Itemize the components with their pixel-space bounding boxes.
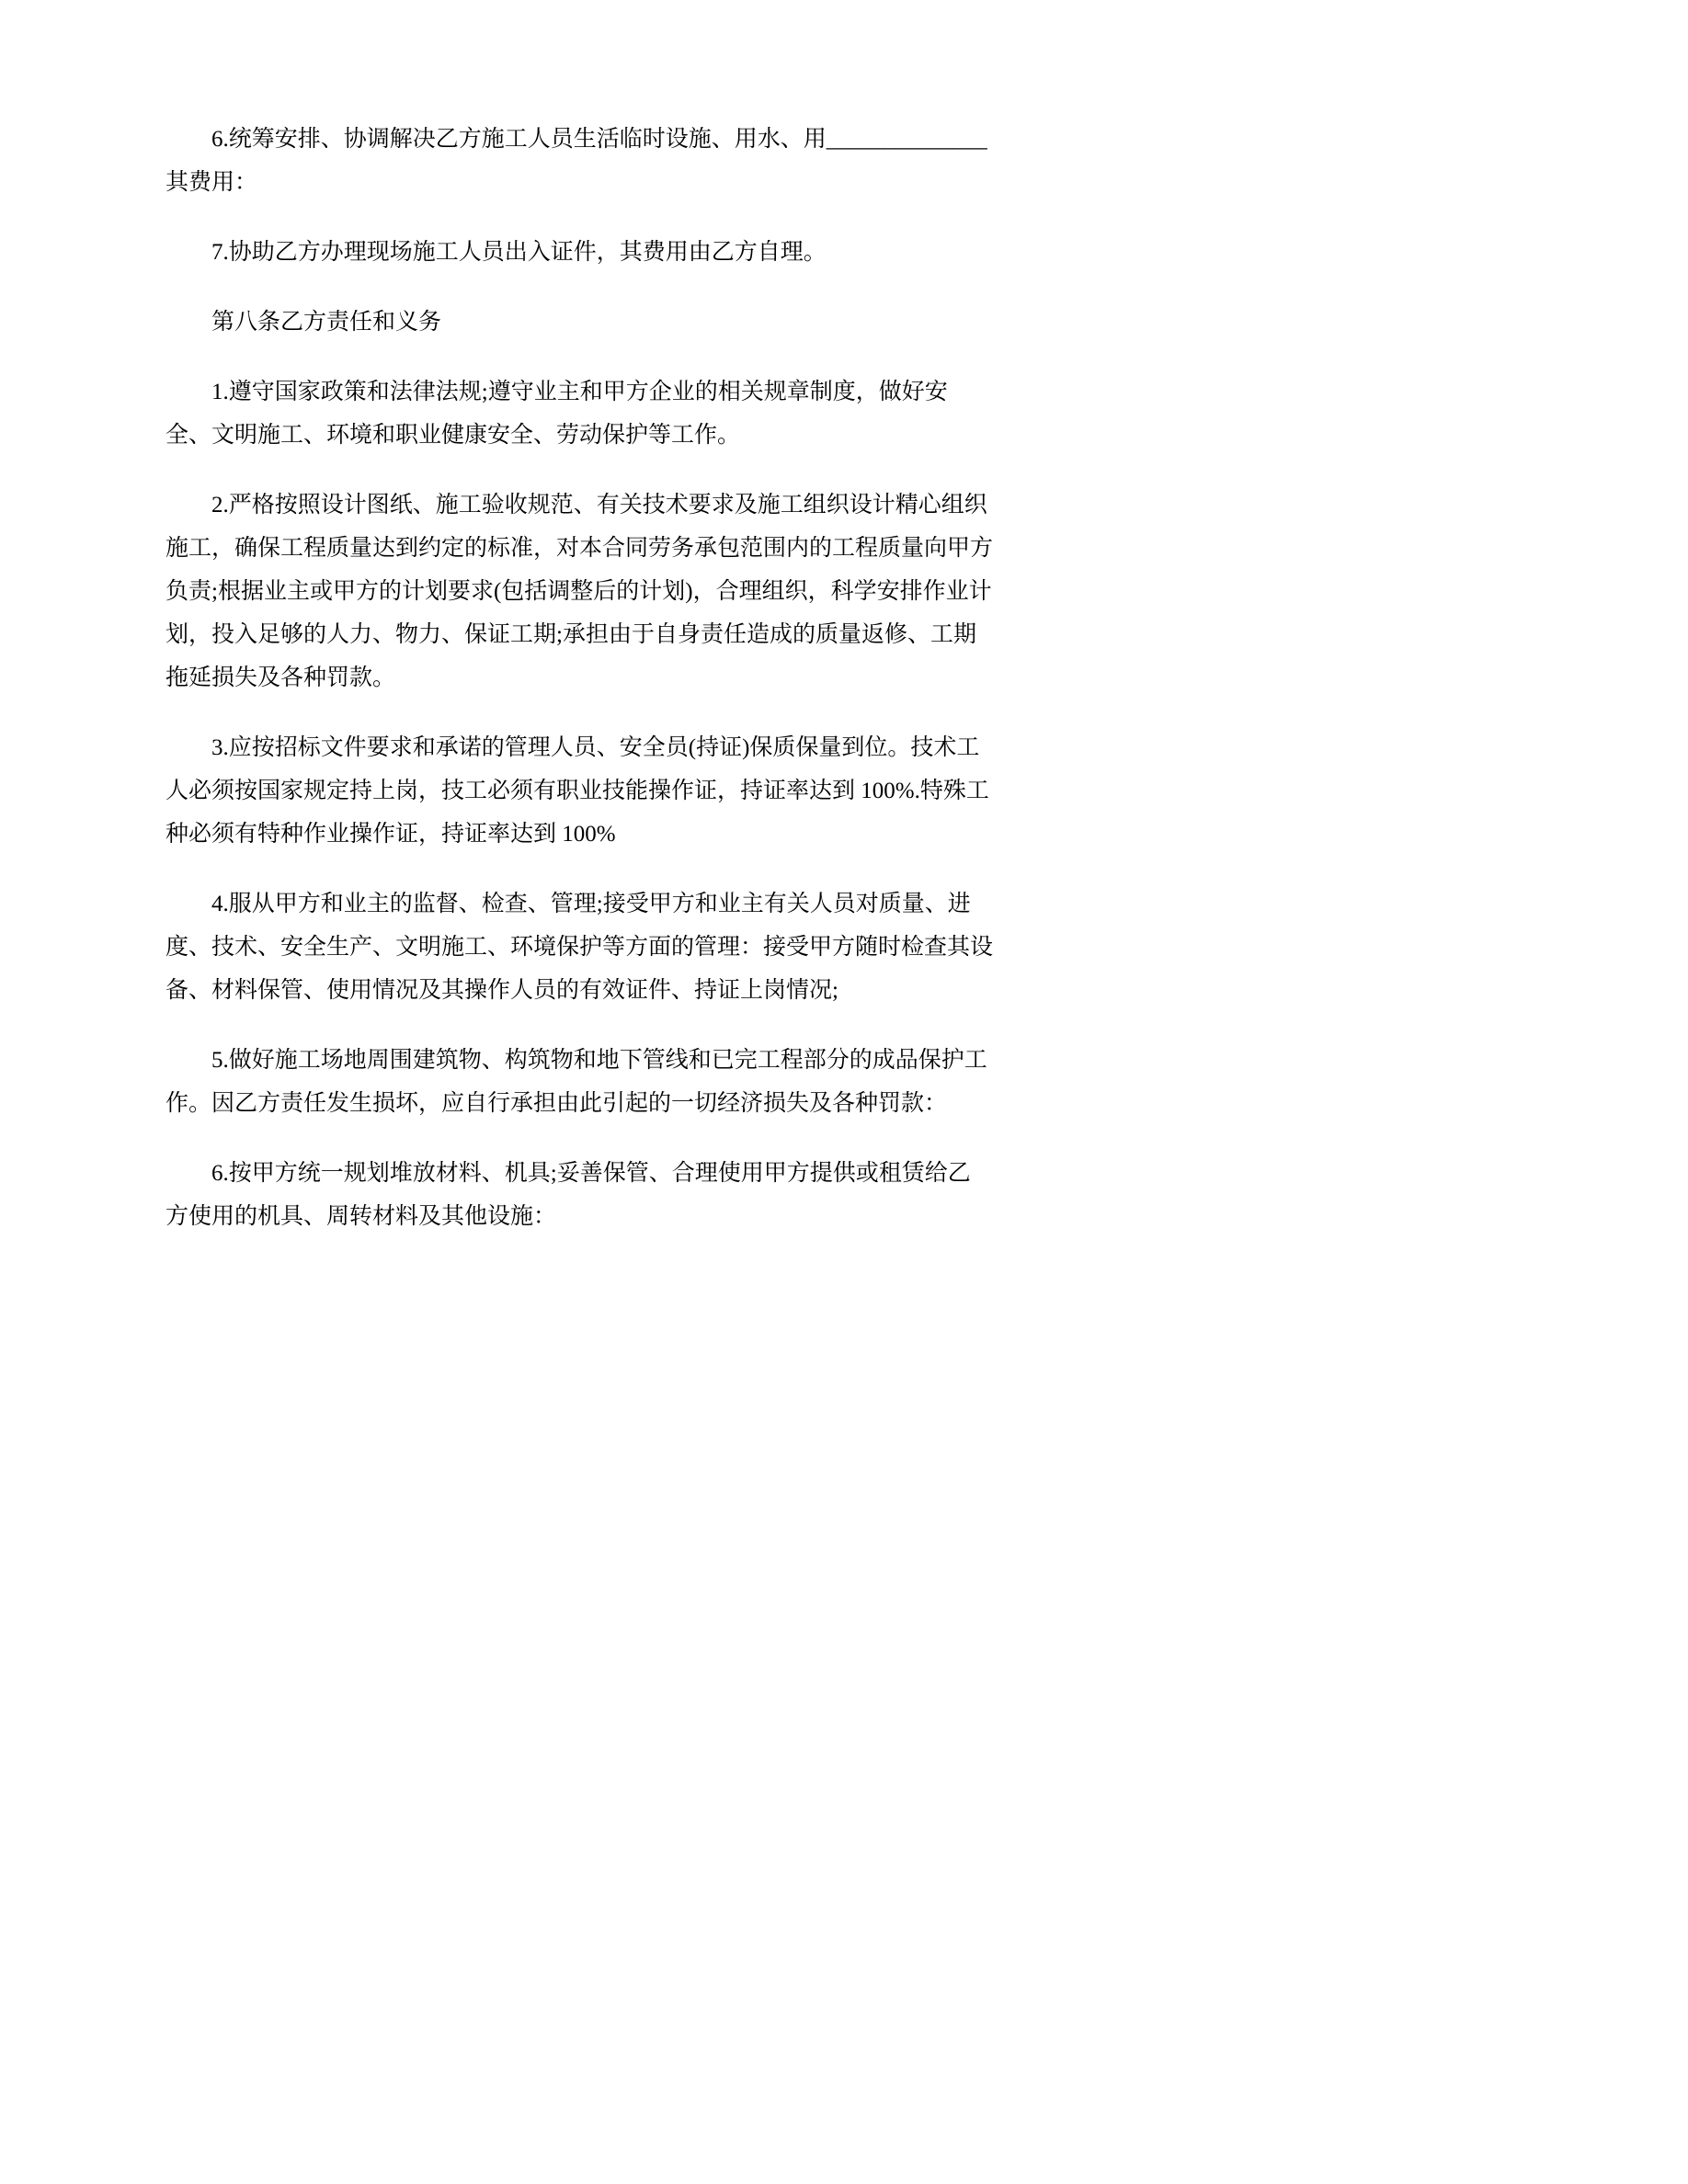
paragraph-line: 备、材料保管、使用情况及其操作人员的有效证件、持证上岗情况; <box>165 978 838 1003</box>
paragraph-line: 方使用的机具、周转材料及其他设施： <box>165 1204 557 1229</box>
paragraph <box>165 1039 1011 1125</box>
section-heading-paragraph <box>165 301 1011 344</box>
paragraph <box>165 370 1011 457</box>
paragraph <box>165 231 1011 274</box>
section-heading-line: 第八条乙方责任和义务 <box>211 310 442 335</box>
paragraph-line: 5.做好施工场地周围建筑物、构筑物和地下管线和已完工程部分的成品保护工 <box>211 1048 987 1073</box>
paragraph-line: 全、文明施工、环境和职业健康安全、劳动保护等工作。 <box>165 423 741 448</box>
paragraph-line: 划，投入足够的人力、物力、保证工期;承担由于自身责任造成的质量返修、工期 <box>165 622 976 647</box>
paragraph-line: 7.协助乙方办理现场施工人员出入证件，其费用由乙方自理。 <box>211 240 827 265</box>
paragraph-line: 3.应按招标文件要求和承诺的管理人员、安全员(持证)保质保量到位。技术工 <box>211 735 980 760</box>
paragraph <box>165 726 1011 856</box>
paragraph-line: 2.严格按照设计图纸、施工验收规范、有关技术要求及施工组织设计精心组织 <box>211 493 987 518</box>
paragraph-line: 4.服从甲方和业主的监督、检查、管理;接受甲方和业主有关人员对质量、进 <box>211 892 971 916</box>
paragraph <box>165 1152 1011 1238</box>
paragraph-line: 度、技术、安全生产、文明施工、环境保护等方面的管理：接受甲方随时检查其设 <box>165 935 994 960</box>
paragraph <box>165 882 1011 1012</box>
paragraph-line: 作。因乙方责任发生损坏，应自行承担由此引起的一切经济损失及各种罚款： <box>165 1091 948 1116</box>
paragraph <box>165 483 1011 700</box>
paragraph-line: 拖延损失及各种罚款。 <box>165 665 396 690</box>
paragraph-line: 种必须有特种作业操作证，持证率达到 100% <box>165 822 616 847</box>
paragraph-line: 1.遵守国家政策和法律法规;遵守业主和甲方企业的相关规章制度，做好安 <box>211 380 948 404</box>
paragraph-line: 施工，确保工程质量达到约定的标准，对本合同劳务承包范围内的工程质量向甲方 <box>165 536 994 561</box>
document-body <box>165 118 1011 1265</box>
paragraph <box>165 118 1011 204</box>
paragraph-line: 其费用： <box>165 170 258 195</box>
paragraph-line: 6.按甲方统一规划堆放材料、机具;妥善保管、合理使用甲方提供或租赁给乙 <box>211 1161 971 1186</box>
paragraph-line: 6.统筹安排、协调解决乙方施工人员生活临时设施、用水、用______________ <box>211 127 987 152</box>
paragraph-line: 负责;根据业主或甲方的计划要求(包括调整后的计划)，合理组织，科学安排作业计 <box>165 579 992 604</box>
paragraph-line: 人必须按国家规定持上岗，技工必须有职业技能操作证，持证率达到 100%.特殊工 <box>165 779 989 803</box>
